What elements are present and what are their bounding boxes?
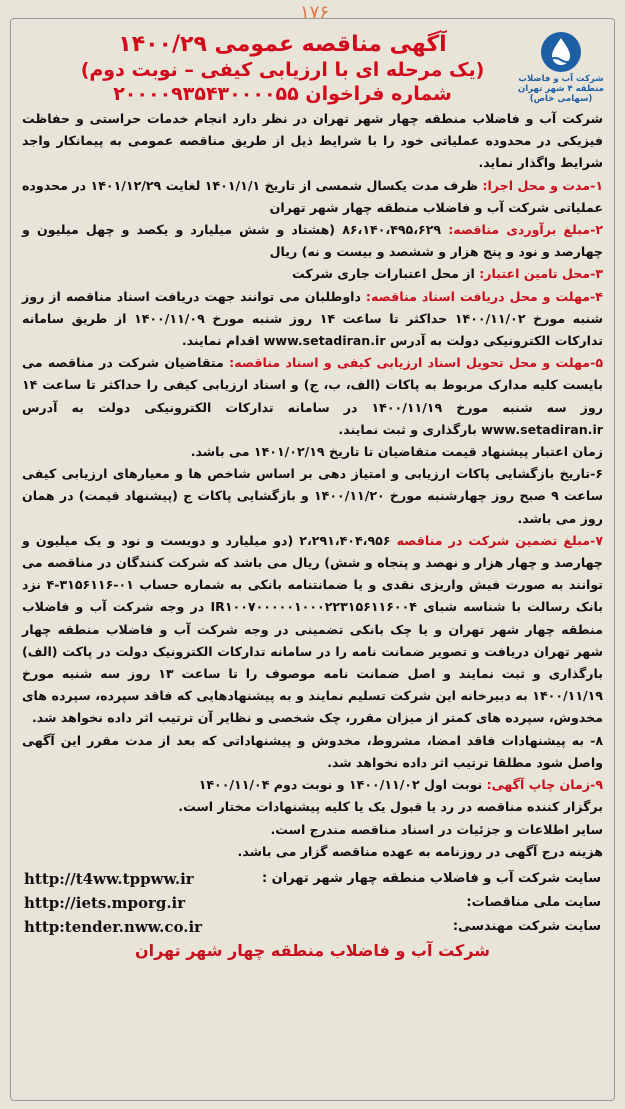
notice-frame bbox=[10, 18, 615, 1101]
clause-text: زمان اعتبار پیشنهاد قیمت متقاضیان تا تاریخ ۱۴۰۱/۰۲/۱۹ می باشد. bbox=[190, 444, 603, 460]
clause-label: ۴-مهلت و محل دریافت اسناد مناقصه: bbox=[365, 288, 603, 304]
clause-text: نوبت اول ۱۴۰۰/۱۱/۰۲ و نوبت دوم ۱۴۰۰/۱۱/۰۴ bbox=[198, 777, 487, 793]
logo-line-2: منطقه ۴ شهر تهران bbox=[518, 84, 604, 94]
company-signature: شرکت آب و فاضلاب منطقه چهار شهر تهران bbox=[134, 940, 491, 960]
clause-text: ظرف مدت یکسال شمسی از تاریخ ۱۴۰۱/۱/۱ لغایت ۱۴۰۱/۱۲/۲۹ در محدوده عملیاتی شرکت آب و فاضلاب منطقه چهار شهر تهران bbox=[22, 177, 603, 215]
clause-text: داوطلبان می توانند جهت دریافت اسناد مناقصه از روز شنبه مورخ ۱۴۰۰/۱۱/۰۲ حداکثر تا ساعت ۱۴ روز شنبه مورخ ۱۴۰۰/۱۱/۰۹ از طریق سامانه تدارکات الکترونیکی دولت به آدرس www.setadiran.ir اقدام نمایند. bbox=[22, 288, 603, 349]
call-number: شماره فراخوان ۲۰۰۰۰۹۳۵۴۳۰۰۰۰۵۵ bbox=[113, 83, 452, 105]
logo-line-3: (سهامی خاص) bbox=[529, 94, 593, 104]
website-url[interactable]: http://t4ww.tppww.ir bbox=[24, 869, 194, 888]
website-label: سایت ملی مناقصات: bbox=[466, 894, 601, 910]
notice-header bbox=[10, 6, 615, 106]
website-url[interactable]: http:tender.nww.co.ir bbox=[24, 917, 203, 936]
clause-text: هزینه درج آگهی در روزنامه به عهده مناقصه گزار می باشد. bbox=[237, 843, 603, 859]
intro-paragraph: شرکت آب و فاضلاب منطقه چهار شهر تهران در نظر دارد انجام خدمات حراستی و حفاظت فیزیکی در محدوده عملیاتی خود را با شرایط ذیل از طریق مناقصه عمومی به پیمانکار واجد شرایط واگذار نماید. bbox=[22, 111, 603, 171]
notice-title: آگهی مناقصه عمومی ۱۴۰۰/۲۹ bbox=[118, 32, 447, 57]
website-label: سایت شرکت مهندسی: bbox=[452, 918, 601, 934]
clause-text: از محل اعتبارات جاری شرکت bbox=[292, 266, 480, 282]
clause-label: ۲-مبلغ برآوردی مناقصه: bbox=[448, 222, 604, 238]
clause-label: ۵-مهلت و محل تحویل اسناد ارزیابی کیفی و اسناد مناقصه: bbox=[229, 355, 603, 371]
clause-text: برگزار کننده مناقصه در رد یا قبول یک یا کلیه پیشنهادات مختار است. bbox=[178, 799, 603, 815]
website-url[interactable]: http://iets.mporg.ir bbox=[24, 893, 186, 912]
clause-text: ۸۶،۱۴۰،۴۹۵،۶۲۹ (هشتاد و شش میلیارد و یکصد و چهل میلیون و چهارصد و نود و پنج هزار و ششصد و بیست و نه) ریال bbox=[22, 222, 603, 260]
clause-text: ۸- به پیشنهادات فاقد امضا، مشروط، مخدوش و پیشنهاداتی که بعد از مدت مقرر این آگهی واصل شود مطلقا ترتیب اثر داده نخواهد شد. bbox=[22, 732, 603, 770]
clause-label: ۷-مبلغ تضمین شرکت در مناقصه bbox=[396, 532, 603, 548]
handwritten-number: ۱۷۶ bbox=[300, 2, 330, 23]
website-label: سایت شرکت آب و فاضلاب منطقه چهار شهر تهران : bbox=[261, 870, 601, 886]
clause-text: ۲،۲۹۱،۴۰۴،۹۵۶ (دو میلیارد و دویست و نود و یک میلیون و چهارصد و چهار هزار و نهصد و پنجاه و شش) ریال می باشد که شرکت کنندگان در مناقصه می توانند به صورت فیش واریزی نقدی و یا ضمانتنامه بانکی به شماره حساب ۰۱-۳۱۵۶۱۱۶-۴ نزد بانک رسالت با شناسه شبای IR۱۰۰۷۰۰۰۰۰۱۰۰۰۲۲۳۱۵۶۱۱۶۰۰۴ در وجه شرکت آب و فاضلاب منطقه چهار شهر تهران و یا چک بانکی تضمینی در وجه شرکت آب و فاضلاب منطقه چهار شهر تهران دریافت و تصویر ضمانت نامه را در سامانه تدارکات الکترونیک دولت در پاکت (الف) بارگذاری و ثبت نمایند و اصل ضمانت نامه موصوف را تا ساعت ۱۳ روز سه شنبه مورخ ۱۴۰۰/۱۱/۱۹ به دبیرخانه این شرکت تسلیم نمایند و به پیشنهادهایی که فاقد سپرده، سپرده های مخدوش، سپرده های کمتر از میزان مقرر، چک شخصی و نظایر آن ترتیب اثر داده نخواهد شد. bbox=[22, 532, 603, 726]
clause-label: ۳-محل تامین اعتبار: bbox=[479, 266, 603, 282]
clause-text: ۶-تاریخ بازگشایی پاکات ارزیابی و امتیاز دهی بر اساس شاخص ها و معیارهای ارزیابی کیفی ساعت ۹ صبح روز چهارشنبه مورخ ۱۴۰۰/۱۱/۲۰ و بازگشایی پاکات ج (پیشنهاد قیمت) در همان روز می باشد. bbox=[22, 466, 603, 526]
notice-subtitle: (یک مرحله ای با ارزیابی کیفی – نوبت دوم) bbox=[80, 59, 485, 81]
clause-label: ۹-زمان چاپ آگهی: bbox=[486, 777, 603, 793]
clause-text: متقاضیان شرکت در مناقصه می بایست کلیه مدارک مربوط به پاکات (الف، ب، ج) و اسناد ارزیابی کیفی را حداکثر تا ساعت ۱۴ روز سه شنبه مورخ ۱۴۰۰/۱۱/۱۹ در سامانه تدارکات الکترونیکی دولت به آدرس www.setadiran.ir بارگذاری و ثبت نمایند. bbox=[22, 355, 604, 437]
clause-text: سایر اطلاعات و جزئیات در اسناد مناقصه مندرج است. bbox=[270, 821, 603, 837]
clause-label: ۱-مدت و محل اجرا: bbox=[482, 177, 603, 193]
logo-line-1: شرکت آب و فاضلاب bbox=[518, 74, 604, 84]
